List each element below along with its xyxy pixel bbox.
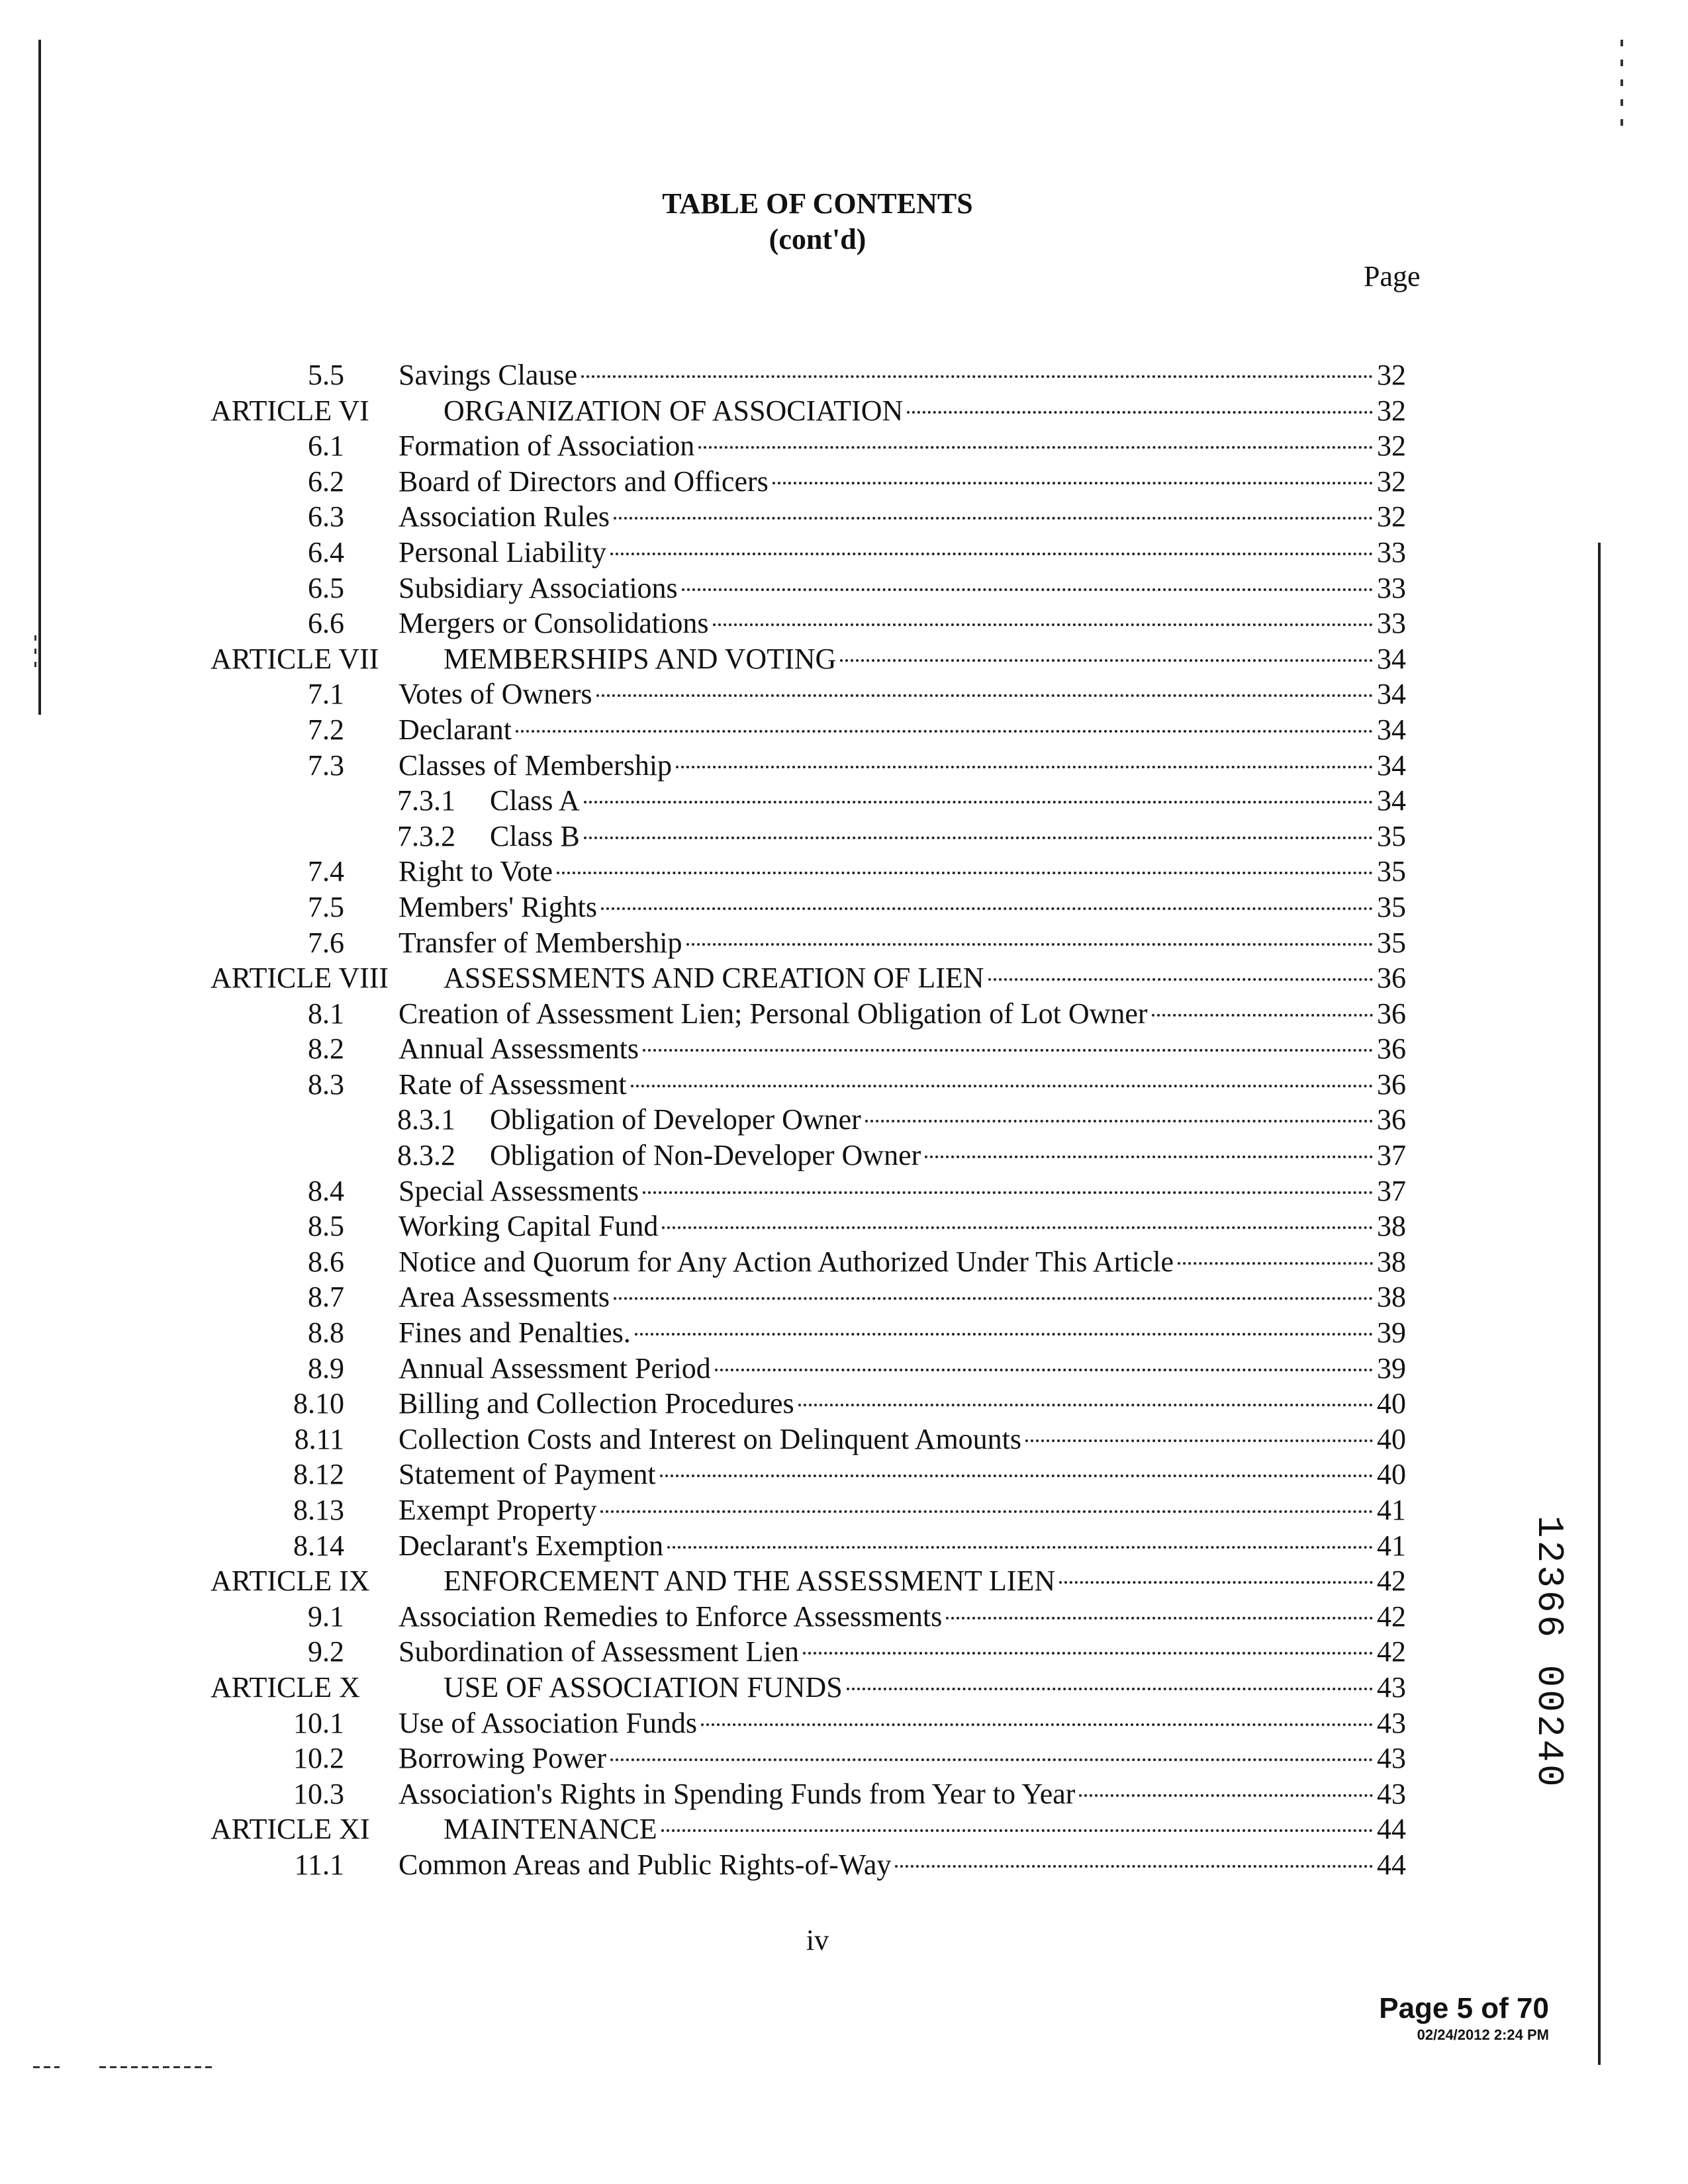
toc-article-title: USE OF ASSOCIATION FUNDS (444, 1670, 843, 1704)
toc-entry (0, 1741, 1688, 1776)
dot-leader (1025, 1439, 1373, 1442)
toc-entry-line (490, 783, 1406, 819)
toc-entry (0, 1279, 1688, 1315)
toc-section-number: 8.9 (308, 1351, 344, 1385)
toc-entry (0, 1351, 1688, 1387)
dot-leader (798, 1404, 1373, 1406)
toc-page-number: 42 (1377, 1565, 1406, 1598)
print-timestamp: 02/24/2012 2:24 PM (1417, 2026, 1549, 2043)
toc-section-title: Right to Vote (399, 855, 553, 888)
toc-page-number: 35 (1377, 819, 1406, 852)
toc-entry-line (399, 1457, 1406, 1492)
toc-page-number: 43 (1377, 1742, 1406, 1775)
dot-leader (773, 482, 1373, 484)
toc-page-number: 36 (1377, 997, 1406, 1030)
toc-page-number: 39 (1377, 1351, 1406, 1385)
toc-section-number: 6.2 (308, 465, 344, 498)
toc-entry-line (399, 1067, 1406, 1103)
toc-section-number: 8.1 (308, 997, 344, 1030)
toc-section-title: Board of Directors and Officers (399, 465, 769, 498)
toc-section-number: 8.7 (308, 1281, 344, 1314)
toc-section-title: Transfer of Membership (399, 926, 682, 959)
toc-page-number: 36 (1377, 1103, 1406, 1136)
toc-entry (0, 1208, 1688, 1244)
toc-entry (0, 1670, 1688, 1706)
toc-page-number: 33 (1377, 571, 1406, 604)
toc-section-title: Votes of Owners (399, 678, 592, 711)
table-of-contents (0, 357, 1688, 1883)
toc-section-number: 9.1 (308, 1600, 344, 1633)
dot-leader (610, 1758, 1373, 1761)
dot-leader (698, 446, 1373, 449)
toc-section-number: 8.3.1 (397, 1103, 455, 1136)
toc-entry-line (399, 606, 1406, 641)
toc-entry (0, 428, 1688, 464)
toc-entry-line (399, 1208, 1406, 1244)
toc-page-number: 37 (1377, 1174, 1406, 1207)
toc-page-number: 41 (1377, 1494, 1406, 1526)
toc-section-title: Collection Costs and Interest on Delinquent Amounts (399, 1422, 1022, 1455)
toc-entry (0, 1067, 1688, 1103)
toc-entry-line (490, 819, 1406, 854)
dot-leader (610, 553, 1373, 555)
toc-section-title: Declarant (399, 713, 512, 746)
toc-section-number: 10.2 (293, 1742, 344, 1775)
toc-section-number: 7.3.2 (397, 819, 455, 852)
toc-section-number: 7.6 (308, 926, 344, 959)
dot-leader (803, 1652, 1373, 1655)
dot-leader (925, 1156, 1373, 1158)
toc-entry (0, 889, 1688, 925)
toc-page-number: 40 (1377, 1422, 1406, 1455)
toc-entry (0, 570, 1688, 606)
dot-leader (1152, 1014, 1373, 1017)
toc-entry (0, 1386, 1688, 1422)
toc-section-title: Association Rules (399, 500, 610, 533)
toc-section-title: Obligation of Developer Owner (490, 1103, 861, 1136)
toc-entry-line (399, 1244, 1406, 1280)
recording-stamp (1526, 1516, 1572, 1790)
toc-section-title: Working Capital Fund (399, 1210, 659, 1243)
toc-entry-line (399, 1599, 1406, 1635)
toc-section-title: Savings Clause (399, 359, 578, 391)
toc-entry-line (399, 1386, 1406, 1422)
toc-section-title: Common Areas and Public Rights-of-Way (399, 1848, 892, 1881)
toc-entry (0, 748, 1688, 784)
dot-leader (682, 588, 1373, 591)
toc-entry (0, 1102, 1688, 1138)
toc-page-number: 37 (1377, 1139, 1406, 1172)
toc-entry-line (399, 357, 1406, 393)
toc-entry (0, 1634, 1688, 1670)
toc-section-title: Area Assessments (399, 1281, 610, 1314)
toc-section-number: 5.5 (308, 359, 344, 391)
toc-entry-line (399, 996, 1406, 1032)
dot-leader (660, 1475, 1373, 1477)
dot-leader (643, 1049, 1373, 1052)
dot-leader (662, 1226, 1373, 1229)
toc-entry (0, 1422, 1688, 1457)
toc-section-number: 7.3.1 (397, 784, 455, 817)
dot-leader (614, 517, 1373, 520)
toc-entry-line (399, 1315, 1406, 1351)
toc-section-number: 8.4 (308, 1174, 344, 1207)
dot-leader (676, 766, 1373, 768)
toc-section-title: Annual Assessment Period (399, 1351, 711, 1385)
toc-section-number: 7.5 (308, 890, 344, 923)
toc-entry-line (490, 1102, 1406, 1138)
dot-leader (713, 623, 1374, 626)
toc-entry-line (399, 854, 1406, 889)
toc-entry (0, 996, 1688, 1032)
toc-entry (0, 676, 1688, 712)
toc-entry-line (399, 1776, 1406, 1812)
toc-section-number: 8.3.2 (397, 1139, 455, 1172)
toc-page-number: 32 (1377, 430, 1406, 463)
toc-entry-line (399, 428, 1406, 464)
toc-section-title: Subsidiary Associations (399, 571, 678, 604)
dot-leader (946, 1617, 1373, 1619)
toc-page-number: 36 (1377, 962, 1406, 995)
toc-page-number: 32 (1377, 465, 1406, 498)
dot-leader (1079, 1794, 1373, 1797)
toc-section-title: Obligation of Non-Developer Owner (490, 1139, 921, 1172)
toc-section-title: Formation of Association (399, 430, 695, 463)
recording-stamp-text: 12366 00240 (1528, 1516, 1570, 1790)
toc-section-number: 8.11 (294, 1422, 344, 1455)
toc-entry (0, 1706, 1688, 1741)
toc-entry (0, 854, 1688, 889)
dot-leader (701, 1723, 1373, 1726)
toc-entry-line (399, 712, 1406, 748)
toc-entry (0, 783, 1688, 819)
toc-section-title: Subordination of Assessment Lien (399, 1635, 799, 1668)
toc-section-number: 8.8 (308, 1316, 344, 1349)
toc-page-number: 32 (1377, 359, 1406, 391)
toc-section-title: Statement of Payment (399, 1458, 656, 1491)
toc-section-title: Annual Assessments (399, 1032, 639, 1066)
toc-entry-line (444, 1811, 1406, 1847)
dot-leader (1059, 1581, 1373, 1584)
toc-entry (0, 1244, 1688, 1280)
toc-entry (0, 606, 1688, 641)
toc-section-number: 8.2 (308, 1032, 344, 1066)
toc-entry (0, 1563, 1688, 1599)
toc-section-title: Fines and Penalties. (399, 1316, 631, 1349)
toc-entry (0, 712, 1688, 748)
toc-section-number: 10.1 (293, 1706, 344, 1739)
toc-section-title: Personal Liability (399, 535, 607, 569)
dot-leader (584, 801, 1373, 803)
toc-article-number: ARTICLE VIII (211, 962, 389, 995)
toc-entry (0, 357, 1688, 393)
toc-section-number: 8.6 (308, 1245, 344, 1278)
toc-entry (0, 1776, 1688, 1812)
toc-section-number: 8.10 (293, 1387, 344, 1420)
toc-section-title: Rate of Assessment (399, 1068, 627, 1101)
dot-leader (847, 1688, 1373, 1690)
dot-leader (895, 1865, 1373, 1868)
toc-entry-line (399, 499, 1406, 535)
page-subtitle: (cont'd) (769, 223, 867, 255)
toc-entry-line (399, 570, 1406, 606)
toc-entry-line (399, 1031, 1406, 1067)
dot-leader (865, 1120, 1373, 1122)
toc-page-number: 36 (1377, 1032, 1406, 1066)
toc-page-number: 38 (1377, 1245, 1406, 1278)
toc-section-number: 7.4 (308, 855, 344, 888)
toc-section-number: 7.2 (308, 713, 344, 746)
footer-scan-mark (33, 2066, 60, 2068)
toc-page-number: 43 (1377, 1777, 1406, 1810)
toc-section-title: Association Remedies to Enforce Assessments (399, 1600, 943, 1633)
toc-section-number: 8.12 (293, 1458, 344, 1491)
toc-section-number: 6.6 (308, 607, 344, 640)
dot-leader (907, 411, 1373, 414)
toc-page-number: 43 (1377, 1706, 1406, 1739)
toc-section-number: 8.3 (308, 1068, 344, 1101)
toc-section-title: Borrowing Power (399, 1742, 607, 1775)
toc-page-number: 42 (1377, 1635, 1406, 1668)
toc-entry (0, 925, 1688, 961)
toc-section-number: 6.3 (308, 500, 344, 533)
right-margin-ticks (1620, 40, 1623, 139)
toc-entry (0, 499, 1688, 535)
toc-page-number: 36 (1377, 1068, 1406, 1101)
toc-section-title: Class B (490, 819, 580, 852)
toc-page-number: 39 (1377, 1316, 1406, 1349)
dot-leader (686, 943, 1373, 946)
page-title: TABLE OF CONTENTS (662, 187, 973, 220)
toc-entry-line (444, 1670, 1406, 1706)
toc-article-title: MEMBERSHIPS AND VOTING (444, 642, 837, 675)
toc-entry (0, 1811, 1688, 1847)
toc-entry (0, 1138, 1688, 1173)
toc-entry-line (399, 1351, 1406, 1387)
toc-section-number: 8.13 (293, 1494, 344, 1526)
toc-section-title: Exempt Property (399, 1494, 597, 1526)
toc-entry-line (399, 535, 1406, 570)
toc-entry (0, 960, 1688, 996)
dot-leader (516, 730, 1373, 733)
toc-page-number: 35 (1377, 926, 1406, 959)
toc-section-title: Use of Association Funds (399, 1706, 697, 1739)
toc-article-number: ARTICLE VII (211, 642, 379, 675)
toc-page-number: 33 (1377, 607, 1406, 640)
toc-entry-line (399, 1741, 1406, 1776)
toc-page-number: 34 (1377, 642, 1406, 675)
toc-entry-line (399, 925, 1406, 961)
dot-leader (667, 1546, 1373, 1549)
toc-entry (0, 1847, 1688, 1883)
dot-leader (581, 375, 1373, 378)
toc-section-title: Class A (490, 784, 580, 817)
toc-section-number: 6.4 (308, 535, 344, 569)
page-column-heading: Page (1364, 260, 1421, 293)
toc-entry (0, 641, 1688, 677)
toc-entry-line (399, 464, 1406, 500)
toc-entry-line (444, 1563, 1406, 1599)
toc-entry (0, 819, 1688, 854)
toc-section-title: Members' Rights (399, 890, 598, 923)
toc-section-title: Creation of Assessment Lien; Personal Obligation of Lot Owner (399, 997, 1148, 1030)
toc-entry-line (399, 1634, 1406, 1670)
toc-section-title: Association's Rights in Spending Funds from Year to Year (399, 1777, 1076, 1810)
toc-entry-line (444, 960, 1406, 996)
toc-entry-line (399, 1173, 1406, 1209)
toc-entry (0, 1528, 1688, 1564)
page-folio: iv (806, 1924, 829, 1956)
toc-section-title: Mergers or Consolidations (399, 607, 709, 640)
toc-page-number: 32 (1377, 500, 1406, 533)
toc-section-number: 6.5 (308, 571, 344, 604)
dot-leader (596, 694, 1374, 697)
toc-article-title: ENFORCEMENT AND THE ASSESSMENT LIEN (444, 1565, 1056, 1598)
dot-leader (631, 1085, 1373, 1087)
toc-section-title: Classes of Membership (399, 749, 673, 782)
toc-page-number: 34 (1377, 678, 1406, 711)
toc-entry-line (399, 1422, 1406, 1457)
toc-entry-line (399, 1492, 1406, 1528)
toc-section-number: 8.14 (293, 1529, 344, 1562)
toc-page-number: 35 (1377, 855, 1406, 888)
toc-article-title: MAINTENANCE (444, 1813, 657, 1846)
toc-section-title: Declarant's Exemption (399, 1529, 664, 1562)
toc-section-number: 10.3 (293, 1777, 344, 1810)
toc-entry (0, 464, 1688, 500)
dot-leader (715, 1369, 1373, 1371)
toc-page-number: 38 (1377, 1281, 1406, 1314)
toc-entry (0, 393, 1688, 429)
toc-article-number: ARTICLE VI (211, 394, 369, 427)
toc-entry (0, 1173, 1688, 1209)
toc-page-number: 44 (1377, 1848, 1406, 1881)
toc-entry-line (490, 1138, 1406, 1173)
dot-leader (840, 659, 1373, 662)
toc-section-number: 7.3 (308, 749, 344, 782)
toc-entry-line (399, 1706, 1406, 1741)
toc-entry (0, 1492, 1688, 1528)
dot-leader (1178, 1262, 1373, 1265)
page-count: Page 5 of 70 (1379, 1992, 1549, 2025)
dot-leader (643, 1191, 1373, 1194)
toc-entry-line (399, 1847, 1406, 1883)
dot-leader (601, 907, 1373, 910)
toc-entry-line (399, 1279, 1406, 1315)
toc-section-number: 11.1 (294, 1848, 344, 1881)
toc-page-number: 40 (1377, 1387, 1406, 1420)
toc-entry-line (399, 676, 1406, 712)
dot-leader (600, 1510, 1373, 1513)
toc-page-number: 33 (1377, 535, 1406, 569)
toc-entry-line (399, 1528, 1406, 1564)
toc-page-number: 41 (1377, 1529, 1406, 1562)
toc-section-number: 7.1 (308, 678, 344, 711)
toc-entry (0, 1457, 1688, 1492)
toc-section-number: 9.2 (308, 1635, 344, 1668)
toc-entry-line (444, 641, 1406, 677)
toc-page-number: 34 (1377, 749, 1406, 782)
footer-scan-mark (99, 2066, 212, 2068)
toc-page-number: 38 (1377, 1210, 1406, 1243)
dot-leader (584, 837, 1373, 839)
toc-article-number: ARTICLE X (211, 1670, 360, 1704)
toc-entry (0, 1031, 1688, 1067)
toc-section-title: Notice and Quorum for Any Action Authorized Under This Article (399, 1245, 1174, 1278)
toc-page-number: 43 (1377, 1670, 1406, 1704)
toc-section-title: Billing and Collection Procedures (399, 1387, 794, 1420)
toc-entry-line (444, 393, 1406, 429)
toc-page-number: 42 (1377, 1600, 1406, 1633)
dot-leader (614, 1297, 1373, 1300)
toc-entry (0, 535, 1688, 570)
toc-page-number: 35 (1377, 890, 1406, 923)
toc-article-title: ORGANIZATION OF ASSOCIATION (444, 394, 904, 427)
toc-page-number: 32 (1377, 394, 1406, 427)
toc-section-number: 8.5 (308, 1210, 344, 1243)
toc-section-title: Special Assessments (399, 1174, 639, 1207)
toc-entry (0, 1315, 1688, 1351)
dot-leader (635, 1333, 1373, 1336)
toc-article-number: ARTICLE XI (211, 1813, 370, 1846)
toc-entry (0, 1599, 1688, 1635)
toc-section-number: 6.1 (308, 430, 344, 463)
toc-entry-line (399, 748, 1406, 784)
toc-page-number: 34 (1377, 713, 1406, 746)
toc-article-title: ASSESSMENTS AND CREATION OF LIEN (444, 962, 984, 995)
toc-page-number: 34 (1377, 784, 1406, 817)
dot-leader (988, 978, 1373, 981)
toc-page-number: 44 (1377, 1813, 1406, 1846)
dot-leader (557, 872, 1373, 874)
dot-leader (661, 1829, 1373, 1832)
toc-entry-line (399, 889, 1406, 925)
toc-page-number: 40 (1377, 1458, 1406, 1491)
toc-article-number: ARTICLE IX (211, 1565, 370, 1598)
